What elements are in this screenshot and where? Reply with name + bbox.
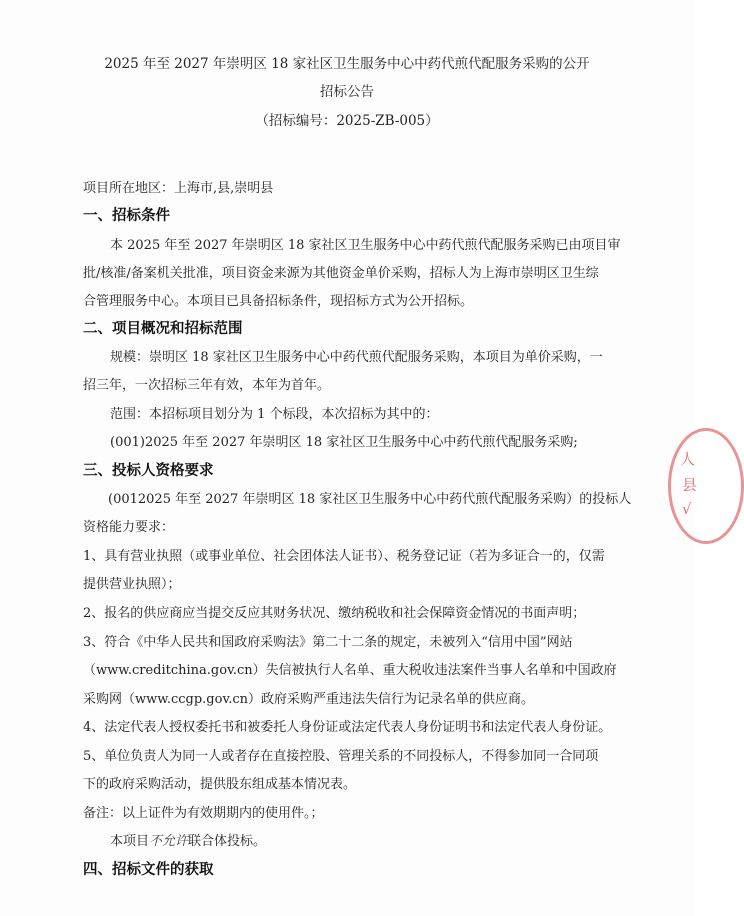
project-location: 项目所在地区：上海市,县,崇明县 [83, 181, 274, 196]
consortium-prefix: 本项目 [110, 834, 150, 849]
section4-heading: 四、招标文件的获取 [83, 861, 214, 878]
section2-line: 规模：崇明区 18 家社区卫生服务中心中药代煎代配服务采购，本项目为单价采购，一 [110, 350, 603, 365]
seal-char: 县 [682, 476, 698, 494]
bid-number: （招标编号：2025-ZB-005） [255, 113, 439, 129]
section3-line: 下的政府采购活动，提供股东组成基本情况表。 [83, 777, 357, 792]
seal-char: √ [682, 500, 692, 518]
section3-line: (0012025 年至 2027 年崇明区 18 家社区卫生服务中心中药代煎代配服务采购）的投标人 [108, 492, 632, 507]
section3-line: 2、报名的供应商应当提交反应其财务状况、缴纳税收和社会保障资金情况的书面声明； [83, 606, 586, 621]
section1-line: 本 2025 年至 2027 年崇明区 18 家社区卫生服务中心中药代煎代配服务采购已由项目审 [110, 238, 621, 253]
seal-char: 人 [680, 450, 696, 468]
section3-line: （www.creditchina.gov.cn）失信被执行人名单、重大税收违法案件当事人名单和中国政府 [83, 663, 617, 678]
consortium-statement [110, 830, 266, 849]
section2-heading: 二、项目概况和招标范围 [83, 320, 243, 337]
consortium-mark: 不允许 [149, 834, 189, 849]
section2-line: 招三年，一次招标三年有效，本年为首年。 [83, 378, 331, 393]
section3-line: 4、法定代表人授权委托书和被委托人身份证或法定代表人身份证明书和法定代表人身份证。 [83, 720, 612, 735]
section3-line: 提供营业执照）； [83, 577, 181, 592]
section1-line: 合管理服务中心。本项目已具备招标条件，现招标方式为公开招标。 [83, 294, 474, 309]
section2-line: (001)2025 年至 2027 年崇明区 18 家社区卫生服务中心中药代煎代配服务采购; [110, 435, 578, 450]
section3-line: 采购网（www.ccgp.gov.cn）政府采购严重违法失信行为记录名单的供应商。 [83, 692, 535, 707]
document-title-line1: 2025 年至 2027 年崇明区 18 家社区卫生服务中心中药代煎代配服务采购的公开 [104, 56, 590, 72]
section3-line: 3、符合《中华人民共和国政府采购法》第二十二条的规定，未被列入“信用中国”网站 [83, 635, 573, 650]
section3-line: 资格能力要求： [83, 520, 175, 535]
official-seal [668, 428, 744, 544]
section2-line: 范围：本招标项目划分为 1 个标段，本次招标为其中的： [110, 407, 439, 422]
section3-line: 5、单位负责人为同一人或者存在直接控股、管理关系的不同投标人，不得参加同一合同项 [83, 749, 599, 764]
section3-line: 1、具有营业执照（或事业单位、社会团体法人证书）、税务登记证（若为多证合一的，仅需 [83, 549, 605, 564]
section3-note: 备注：以上证件为有效期期内的使用件。； [83, 806, 324, 821]
section1-heading: 一、招标条件 [83, 207, 170, 224]
section3-heading: 三、投标人资格要求 [83, 462, 214, 479]
document-title-line2: 招标公告 [320, 84, 374, 100]
section1-line: 批/核准/备案机关批准，项目资金来源为其他资金单价采购，招标人为上海市崇明区卫生综 [83, 266, 599, 281]
consortium-suffix: 联合体投标。 [188, 834, 267, 849]
